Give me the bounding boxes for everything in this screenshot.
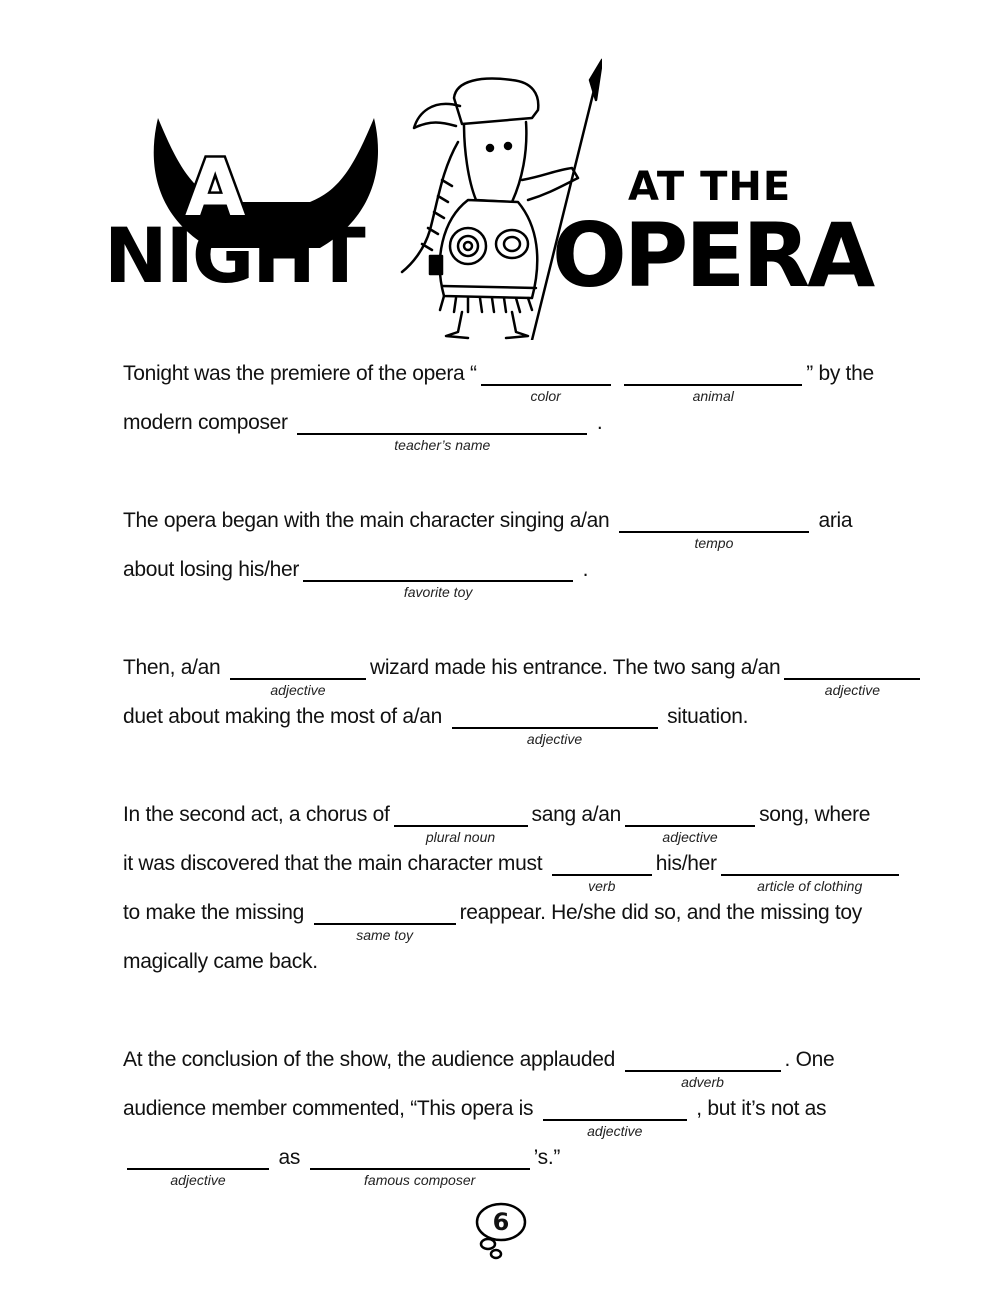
story-text: sang a/an: [531, 803, 622, 826]
blank-hint-label: adjective: [170, 1172, 226, 1188]
fill-in-blank[interactable]: [481, 364, 611, 404]
title-night: NIGHT: [104, 211, 364, 300]
story-line: [123, 509, 853, 551]
story-text: reappear. He/she did so, and the missing toy: [459, 901, 862, 924]
blank-hint-label: same toy: [356, 927, 413, 943]
blank-hint-label: plural noun: [425, 829, 496, 845]
blank-hint-label: animal: [692, 388, 734, 404]
story-line: [123, 362, 874, 404]
fill-in-blank[interactable]: [310, 1148, 530, 1188]
fill-in-blank[interactable]: [297, 413, 587, 453]
title-opera: OPERA: [552, 204, 873, 307]
fill-in-blank[interactable]: [303, 560, 573, 600]
blank-hint-label: adverb: [681, 1074, 724, 1090]
story-text: . One: [784, 1048, 835, 1071]
story-text: aria: [812, 509, 853, 532]
blank-hint-label: adjective: [587, 1123, 643, 1139]
story-text: At the conclusion of the show, the audience applauded: [123, 1048, 621, 1071]
blank-hint-label: adjective: [662, 829, 718, 845]
story-text: to make the missing: [123, 901, 310, 924]
blank-hint-label: adjective: [526, 731, 583, 747]
fill-in-blank[interactable]: [314, 903, 456, 943]
story-line: [123, 1097, 827, 1139]
blank-hint-label: tempo: [694, 535, 734, 551]
fill-in-blank[interactable]: [784, 658, 920, 698]
story-line: [123, 411, 603, 453]
story-text: ” by the: [806, 362, 874, 385]
story-text: wizard made his entrance. The two sang a/an: [369, 656, 781, 679]
story-line: [123, 852, 903, 894]
story-line: [123, 950, 318, 974]
fill-in-blank[interactable]: [543, 1099, 687, 1139]
fill-in-blank[interactable]: [625, 1050, 781, 1090]
story-text: duet about making the most of a/an: [123, 705, 448, 728]
fill-in-blank[interactable]: [624, 364, 802, 404]
fill-in-blank[interactable]: [127, 1148, 269, 1188]
fill-in-blank[interactable]: [452, 707, 658, 747]
blank-hint-label: adjective: [270, 682, 326, 698]
story-text: , but it’s not as: [690, 1097, 827, 1120]
story-text: modern composer: [123, 411, 294, 434]
title-a: A: [185, 144, 246, 234]
story-text: Tonight was the premiere of the opera “: [123, 362, 477, 385]
blank-hint-label: teacher’s name: [394, 437, 491, 453]
story-line: [123, 1048, 835, 1090]
blank-hint-label: famous composer: [364, 1172, 476, 1188]
story-text: as: [273, 1146, 306, 1169]
story-text: audience member commented, “This opera is: [123, 1097, 539, 1120]
story-text: In the second act, a chorus of: [123, 803, 390, 826]
story-text: magically came back.: [123, 950, 318, 973]
story-text: situation.: [661, 705, 749, 728]
story-text: The opera began with the main character singing a/an: [123, 509, 615, 532]
page-number: 6: [492, 1208, 510, 1236]
story-line: [123, 705, 749, 747]
story-line: [123, 901, 862, 943]
blank-hint-label: verb: [588, 878, 616, 894]
page-number-badge: [470, 1200, 530, 1260]
title-at-the: AT THE: [628, 164, 792, 210]
fill-in-blank[interactable]: [625, 805, 755, 845]
fill-in-blank[interactable]: [552, 854, 652, 894]
blank-hint-label: color: [530, 388, 561, 404]
story-text: song, where: [759, 803, 871, 826]
title-banner: [100, 50, 910, 340]
blank-hint-label: adjective: [824, 682, 881, 698]
story-text: his/her: [655, 852, 717, 875]
story-text: Then, a/an: [123, 656, 226, 679]
story-line: [123, 656, 924, 698]
story-line: [123, 1146, 561, 1188]
story-text: [615, 362, 621, 386]
story-text: about losing his/her: [123, 558, 300, 581]
fill-in-blank[interactable]: [230, 658, 366, 698]
blank-hint-label: article of clothing: [757, 878, 863, 894]
fill-in-blank[interactable]: [394, 805, 528, 845]
story-text: .: [591, 411, 603, 434]
story-text: .: [577, 558, 589, 581]
fill-in-blank[interactable]: [619, 511, 809, 551]
story-line: [123, 558, 589, 600]
fill-in-blank[interactable]: [721, 854, 899, 894]
story-line: [123, 803, 871, 845]
story-text: it was discovered that the main character must: [123, 852, 548, 875]
blank-hint-label: favorite toy: [403, 584, 473, 600]
story-text: ’s.”: [533, 1146, 561, 1169]
